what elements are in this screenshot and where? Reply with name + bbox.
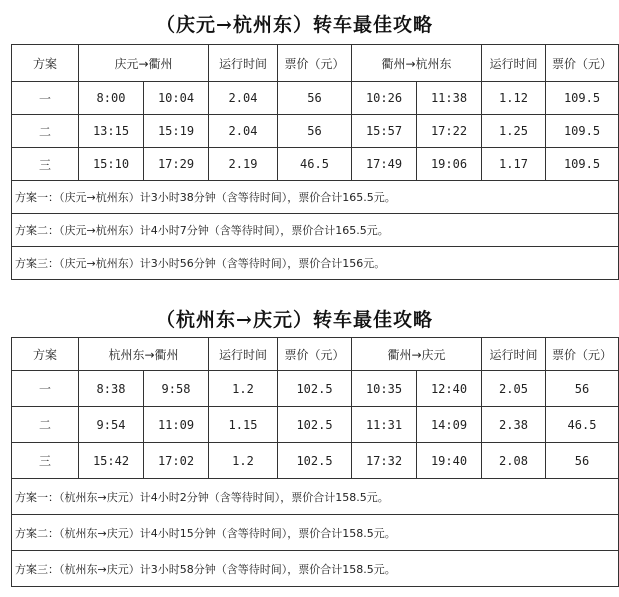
arrive-time-cell: 12:40 [417,371,482,407]
table-row [12,407,619,443]
plan-cell: 一 [12,371,79,407]
arrive-time-cell: 17:02 [144,443,209,479]
arrive-time-cell: 15:19 [144,115,209,148]
table-header-row [12,45,619,82]
header-duration1: 运行时间 [209,338,278,371]
header-price1: 票价（元） [278,338,352,371]
header-duration2: 运行时间 [482,338,546,371]
header-plan: 方案 [12,338,79,371]
arrive-time-cell: 17:29 [144,148,209,181]
depart-time-cell: 8:00 [79,82,144,115]
header-duration1: 运行时间 [209,45,278,82]
duration-cell: 2.08 [482,443,546,479]
depart-time-cell: 17:32 [352,443,417,479]
table-header-row [12,338,619,371]
duration-cell: 2.19 [209,148,278,181]
depart-time-cell: 10:35 [352,371,417,407]
arrive-time-cell: 11:09 [144,407,209,443]
duration-cell: 2.04 [209,82,278,115]
summary-row [12,214,619,247]
plan-cell: 二 [12,407,79,443]
duration-cell: 2.05 [482,371,546,407]
duration-cell: 1.12 [482,82,546,115]
duration-cell: 2.04 [209,115,278,148]
arrive-time-cell: 11:38 [417,82,482,115]
summary-text: 方案二：（庆元→杭州东）计4小时7分钟（含等待时间），票价合计165.5元。 [12,214,619,247]
header-leg1: 杭州东→衢州 [79,338,209,371]
depart-time-cell: 17:49 [352,148,417,181]
depart-time-cell: 8:38 [79,371,144,407]
summary-row [12,181,619,214]
section-2-title: （杭州东→庆元）转车最佳攻略 [156,309,433,331]
price-cell: 109.5 [546,115,619,148]
summary-text: 方案一：（杭州东→庆元）计4小时2分钟（含等待时间），票价合计158.5元。 [12,479,619,515]
price-cell: 46.5 [546,407,619,443]
table-row [12,82,619,115]
summary-row [12,247,619,280]
depart-time-cell: 15:57 [352,115,417,148]
depart-time-cell: 9:54 [79,407,144,443]
duration-cell: 1.25 [482,115,546,148]
price-cell: 102.5 [278,407,352,443]
header-price2: 票价（元） [546,338,619,371]
price-cell: 46.5 [278,148,352,181]
arrive-time-cell: 19:06 [417,148,482,181]
header-leg2: 衢州→杭州东 [352,45,482,82]
arrive-time-cell: 10:04 [144,82,209,115]
summary-text: 方案二：（杭州东→庆元）计4小时15分钟（含等待时间），票价合计158.5元。 [12,515,619,551]
section-2-schedule-table [11,337,619,587]
section-1-schedule-table [11,44,619,280]
duration-cell: 2.38 [482,407,546,443]
plan-cell: 三 [12,443,79,479]
header-price2: 票价（元） [546,45,619,82]
table-row [12,371,619,407]
duration-cell: 1.17 [482,148,546,181]
depart-time-cell: 13:15 [79,115,144,148]
arrive-time-cell: 9:58 [144,371,209,407]
header-duration2: 运行时间 [482,45,546,82]
section-1-title: （庆元→杭州东）转车最佳攻略 [156,14,433,36]
price-cell: 109.5 [546,82,619,115]
summary-row [12,479,619,515]
summary-row [12,551,619,587]
arrive-time-cell: 14:09 [417,407,482,443]
depart-time-cell: 10:26 [352,82,417,115]
depart-time-cell: 15:10 [79,148,144,181]
price-cell: 56 [546,371,619,407]
table-row [12,115,619,148]
depart-time-cell: 11:31 [352,407,417,443]
price-cell: 102.5 [278,443,352,479]
duration-cell: 1.2 [209,371,278,407]
duration-cell: 1.2 [209,443,278,479]
summary-row [12,515,619,551]
price-cell: 56 [278,82,352,115]
table-row [12,148,619,181]
header-plan: 方案 [12,45,79,82]
price-cell: 56 [546,443,619,479]
price-cell: 102.5 [278,371,352,407]
table-row [12,443,619,479]
price-cell: 56 [278,115,352,148]
header-leg2: 衢州→庆元 [352,338,482,371]
duration-cell: 1.15 [209,407,278,443]
plan-cell: 三 [12,148,79,181]
plan-cell: 二 [12,115,79,148]
price-cell: 109.5 [546,148,619,181]
summary-text: 方案三：（庆元→杭州东）计3小时56分钟（含等待时间），票价合计156元。 [12,247,619,280]
arrive-time-cell: 19:40 [417,443,482,479]
header-leg1: 庆元→衢州 [79,45,209,82]
header-price1: 票价（元） [278,45,352,82]
plan-cell: 一 [12,82,79,115]
summary-text: 方案一：（庆元→杭州东）计3小时38分钟（含等待时间），票价合计165.5元。 [12,181,619,214]
arrive-time-cell: 17:22 [417,115,482,148]
depart-time-cell: 15:42 [79,443,144,479]
summary-text: 方案三：（杭州东→庆元）计3小时58分钟（含等待时间），票价合计158.5元。 [12,551,619,587]
